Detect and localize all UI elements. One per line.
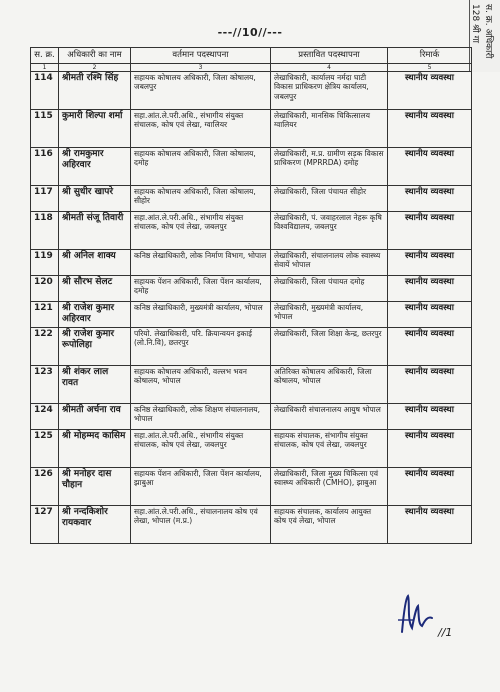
transfer-table [30, 47, 472, 544]
row-serial-number: 125 [31, 430, 59, 468]
table-row [31, 404, 472, 430]
row-officer-name: श्री सौरभ सेलट [59, 276, 131, 302]
row-proposed-posting: लेखाधिकारी, जिला शिक्षा केन्द्र, छतरपुर [271, 328, 388, 366]
row-proposed-posting: लेखाधिकारी, पं. जवाहरलाल नेहरू कृषि विश्वविद्यालय, जबलपुर [271, 212, 388, 250]
col-header-proposed-posting: प्रस्तावित पदस्थापना [271, 48, 388, 64]
row-officer-name: श्री मनोहर दास चौहान [59, 468, 131, 506]
row-current-posting: सहायक पेंशन अधिकारी, जिला पेंशन कार्यालय, दमोह [131, 276, 271, 302]
row-proposed-posting: लेखाधिकारी, जिला पंचायत सीहोर [271, 186, 388, 212]
table-body [31, 72, 472, 544]
row-serial-number: 117 [31, 186, 59, 212]
row-remark: स्थानीय व्यवस्था [388, 212, 472, 250]
row-serial-number: 118 [31, 212, 59, 250]
table-row [31, 276, 472, 302]
row-remark: स्थानीय व्यवस्था [388, 276, 472, 302]
row-serial-number: 114 [31, 72, 59, 110]
col-header-officer-name: अधिकारी का नाम [59, 48, 131, 64]
row-officer-name: श्रीमती रश्मि सिंह [59, 72, 131, 110]
col-header-current-posting: वर्तमान पदस्थापना [131, 48, 271, 64]
row-serial-number: 120 [31, 276, 59, 302]
table-row [31, 506, 472, 544]
continuation-mark: //1 [438, 626, 453, 639]
table-row [31, 186, 472, 212]
row-current-posting: कनिष्ठ लेखाधिकारी, मुख्यमंत्री कार्यालय, भोपाल [131, 302, 271, 328]
row-officer-name: श्रीमती संजू तिवारी [59, 212, 131, 250]
row-officer-name: श्री सुधीर खापरे [59, 186, 131, 212]
row-current-posting: कनिष्ठ लेखाधिकारी, लोक निर्माण विभाग, भोपाल [131, 250, 271, 276]
row-current-posting: सहा.आंत.ले.परी.अधि., संभागीय संयुक्त संचालक, कोष एवं लेखा, जबलपुर [131, 212, 271, 250]
row-current-posting: सहा.आंत.ले.परी.अधि., संचालनालय कोष एवं लेखा, भोपाल (म.प्र.) [131, 506, 271, 544]
row-proposed-posting: अतिरिक्त कोषालय अधिकारी, जिला कोषालय, भोपाल [271, 366, 388, 404]
row-remark: स्थानीय व्यवस्था [388, 404, 472, 430]
row-proposed-posting: लेखाधिकारी संचालनालय आयुष भोपाल [271, 404, 388, 430]
col-header-remark: रिमार्क [388, 48, 472, 64]
table-row [31, 328, 472, 366]
row-remark: स्थानीय व्यवस्था [388, 302, 472, 328]
row-serial-number: 122 [31, 328, 59, 366]
table-row [31, 366, 472, 404]
row-current-posting: सहा.आंत.ले.परी.अधि., संभागीय संयुक्त संचालक, कोष एवं लेखा, जबलपुर [131, 430, 271, 468]
table-row [31, 110, 472, 148]
row-remark: स्थानीय व्यवस्था [388, 366, 472, 404]
row-serial-number: 123 [31, 366, 59, 404]
row-serial-number: 115 [31, 110, 59, 148]
row-remark: स्थानीय व्यवस्था [388, 506, 472, 544]
row-proposed-posting: सहायक संचालक, संभागीय संयुक्त संचालक, कोष एवं लेखा, जबलपुर [271, 430, 388, 468]
row-officer-name: श्री रामकुमार अहिरवार [59, 148, 131, 186]
row-remark: स्थानीय व्यवस्था [388, 250, 472, 276]
row-proposed-posting: सहायक संचालक, कार्यालय आयुक्त कोष एवं लेखा, भोपाल [271, 506, 388, 544]
row-proposed-posting: लेखाधिकारी, म.प्र. ग्रामीण सड़क विकास प्राधिकरण (MPRRDA) दमोह [271, 148, 388, 186]
page-header: ---//10//--- [217, 26, 283, 39]
col-number: 3 [131, 64, 271, 72]
row-remark: स्थानीय व्यवस्था [388, 430, 472, 468]
table-row [31, 302, 472, 328]
col-header-sn: स. क्र. [31, 48, 59, 64]
row-serial-number: 126 [31, 468, 59, 506]
row-current-posting: सहायक कोषालय अधिकारी, जिला कोषालय, सीहोर [131, 186, 271, 212]
row-proposed-posting: लेखाधिकारी, जिला मुख्य चिकित्सा एवं स्वास्थ्य अधिकारी (CMHO), झाबुआ [271, 468, 388, 506]
row-current-posting: सहायक कोषालय अधिकारी, जिला कोषालय, दमोह [131, 148, 271, 186]
row-current-posting: सहायक कोषालय अधिकारी, वल्लभ भवन कोषालय, भोपाल [131, 366, 271, 404]
row-officer-name: श्री नन्दकिशोर रायकवार [59, 506, 131, 544]
row-proposed-posting: लेखाधिकारी, कार्यालय नर्मदा घाटी विकास प्राधिकरण क्षेत्रिय कार्यालय, जबलपुर [271, 72, 388, 110]
row-proposed-posting: लेखाधिकारी, संचालनालय लोक स्वास्थ्य सेवायें भोपाल [271, 250, 388, 276]
row-officer-name: श्री मोहम्मद कासिम [59, 430, 131, 468]
table-row [31, 212, 472, 250]
row-current-posting: सहा.आंत.ले.परी.अधि., संभागीय संयुक्त संचालक, कोष एवं लेखा, ग्वालियर [131, 110, 271, 148]
row-serial-number: 124 [31, 404, 59, 430]
row-current-posting: सहायक कोषालय अधिकारी, जिला कोषालय, जबलपुर [131, 72, 271, 110]
row-proposed-posting: लेखाधिकारी, मानसिक चिकित्सालय ग्वालियर [271, 110, 388, 148]
adjacent-page-corner [469, 0, 500, 72]
row-officer-name: श्री शंकर लाल रावत [59, 366, 131, 404]
row-remark: स्थानीय व्यवस्था [388, 110, 472, 148]
row-remark: स्थानीय व्यवस्था [388, 72, 472, 110]
col-number: 2 [59, 64, 131, 72]
row-officer-name: कुमारी शिल्पा शर्मा [59, 110, 131, 148]
table-row [31, 250, 472, 276]
col-number: 1 [31, 64, 59, 72]
corner-number: 128 श्री गा [470, 4, 480, 44]
col-number: 4 [271, 64, 388, 72]
row-current-posting: कनिष्ठ लेखाधिकारी, लोक शिक्षण संचालनालय, भोपाल [131, 404, 271, 430]
corner-label: स. क्र. अधिकारी [483, 4, 493, 59]
row-remark: स्थानीय व्यवस्था [388, 328, 472, 366]
row-remark: स्थानीय व्यवस्था [388, 186, 472, 212]
row-current-posting: परियो. लेखाधिकारी, परि. क्रियान्वयन इकाई (लो.नि.वि), छतरपुर [131, 328, 271, 366]
table-row [31, 468, 472, 506]
row-remark: स्थानीय व्यवस्था [388, 468, 472, 506]
row-serial-number: 116 [31, 148, 59, 186]
table-row [31, 148, 472, 186]
row-officer-name: श्री राजेश कुमार अहिरवार [59, 302, 131, 328]
row-serial-number: 119 [31, 250, 59, 276]
row-officer-name: श्री राजेश कुमार रूपोलिहा [59, 328, 131, 366]
row-serial-number: 127 [31, 506, 59, 544]
col-number: 5 [388, 64, 472, 72]
row-current-posting: सहायक पेंशन अधिकारी, जिला पेंशन कार्यालय, झाबुआ [131, 468, 271, 506]
row-serial-number: 121 [31, 302, 59, 328]
row-proposed-posting: लेखाधिकारी, जिला पंचायत दमोह [271, 276, 388, 302]
row-officer-name: श्री अनिल शाक्य [59, 250, 131, 276]
column-number-row [31, 64, 472, 72]
row-proposed-posting: लेखाधिकारी, मुख्यमंत्री कार्यालय, भोपाल [271, 302, 388, 328]
header-row [31, 48, 472, 64]
table-row [31, 72, 472, 110]
row-officer-name: श्रीमती अर्चना राव [59, 404, 131, 430]
table-row [31, 430, 472, 468]
row-remark: स्थानीय व्यवस्था [388, 148, 472, 186]
